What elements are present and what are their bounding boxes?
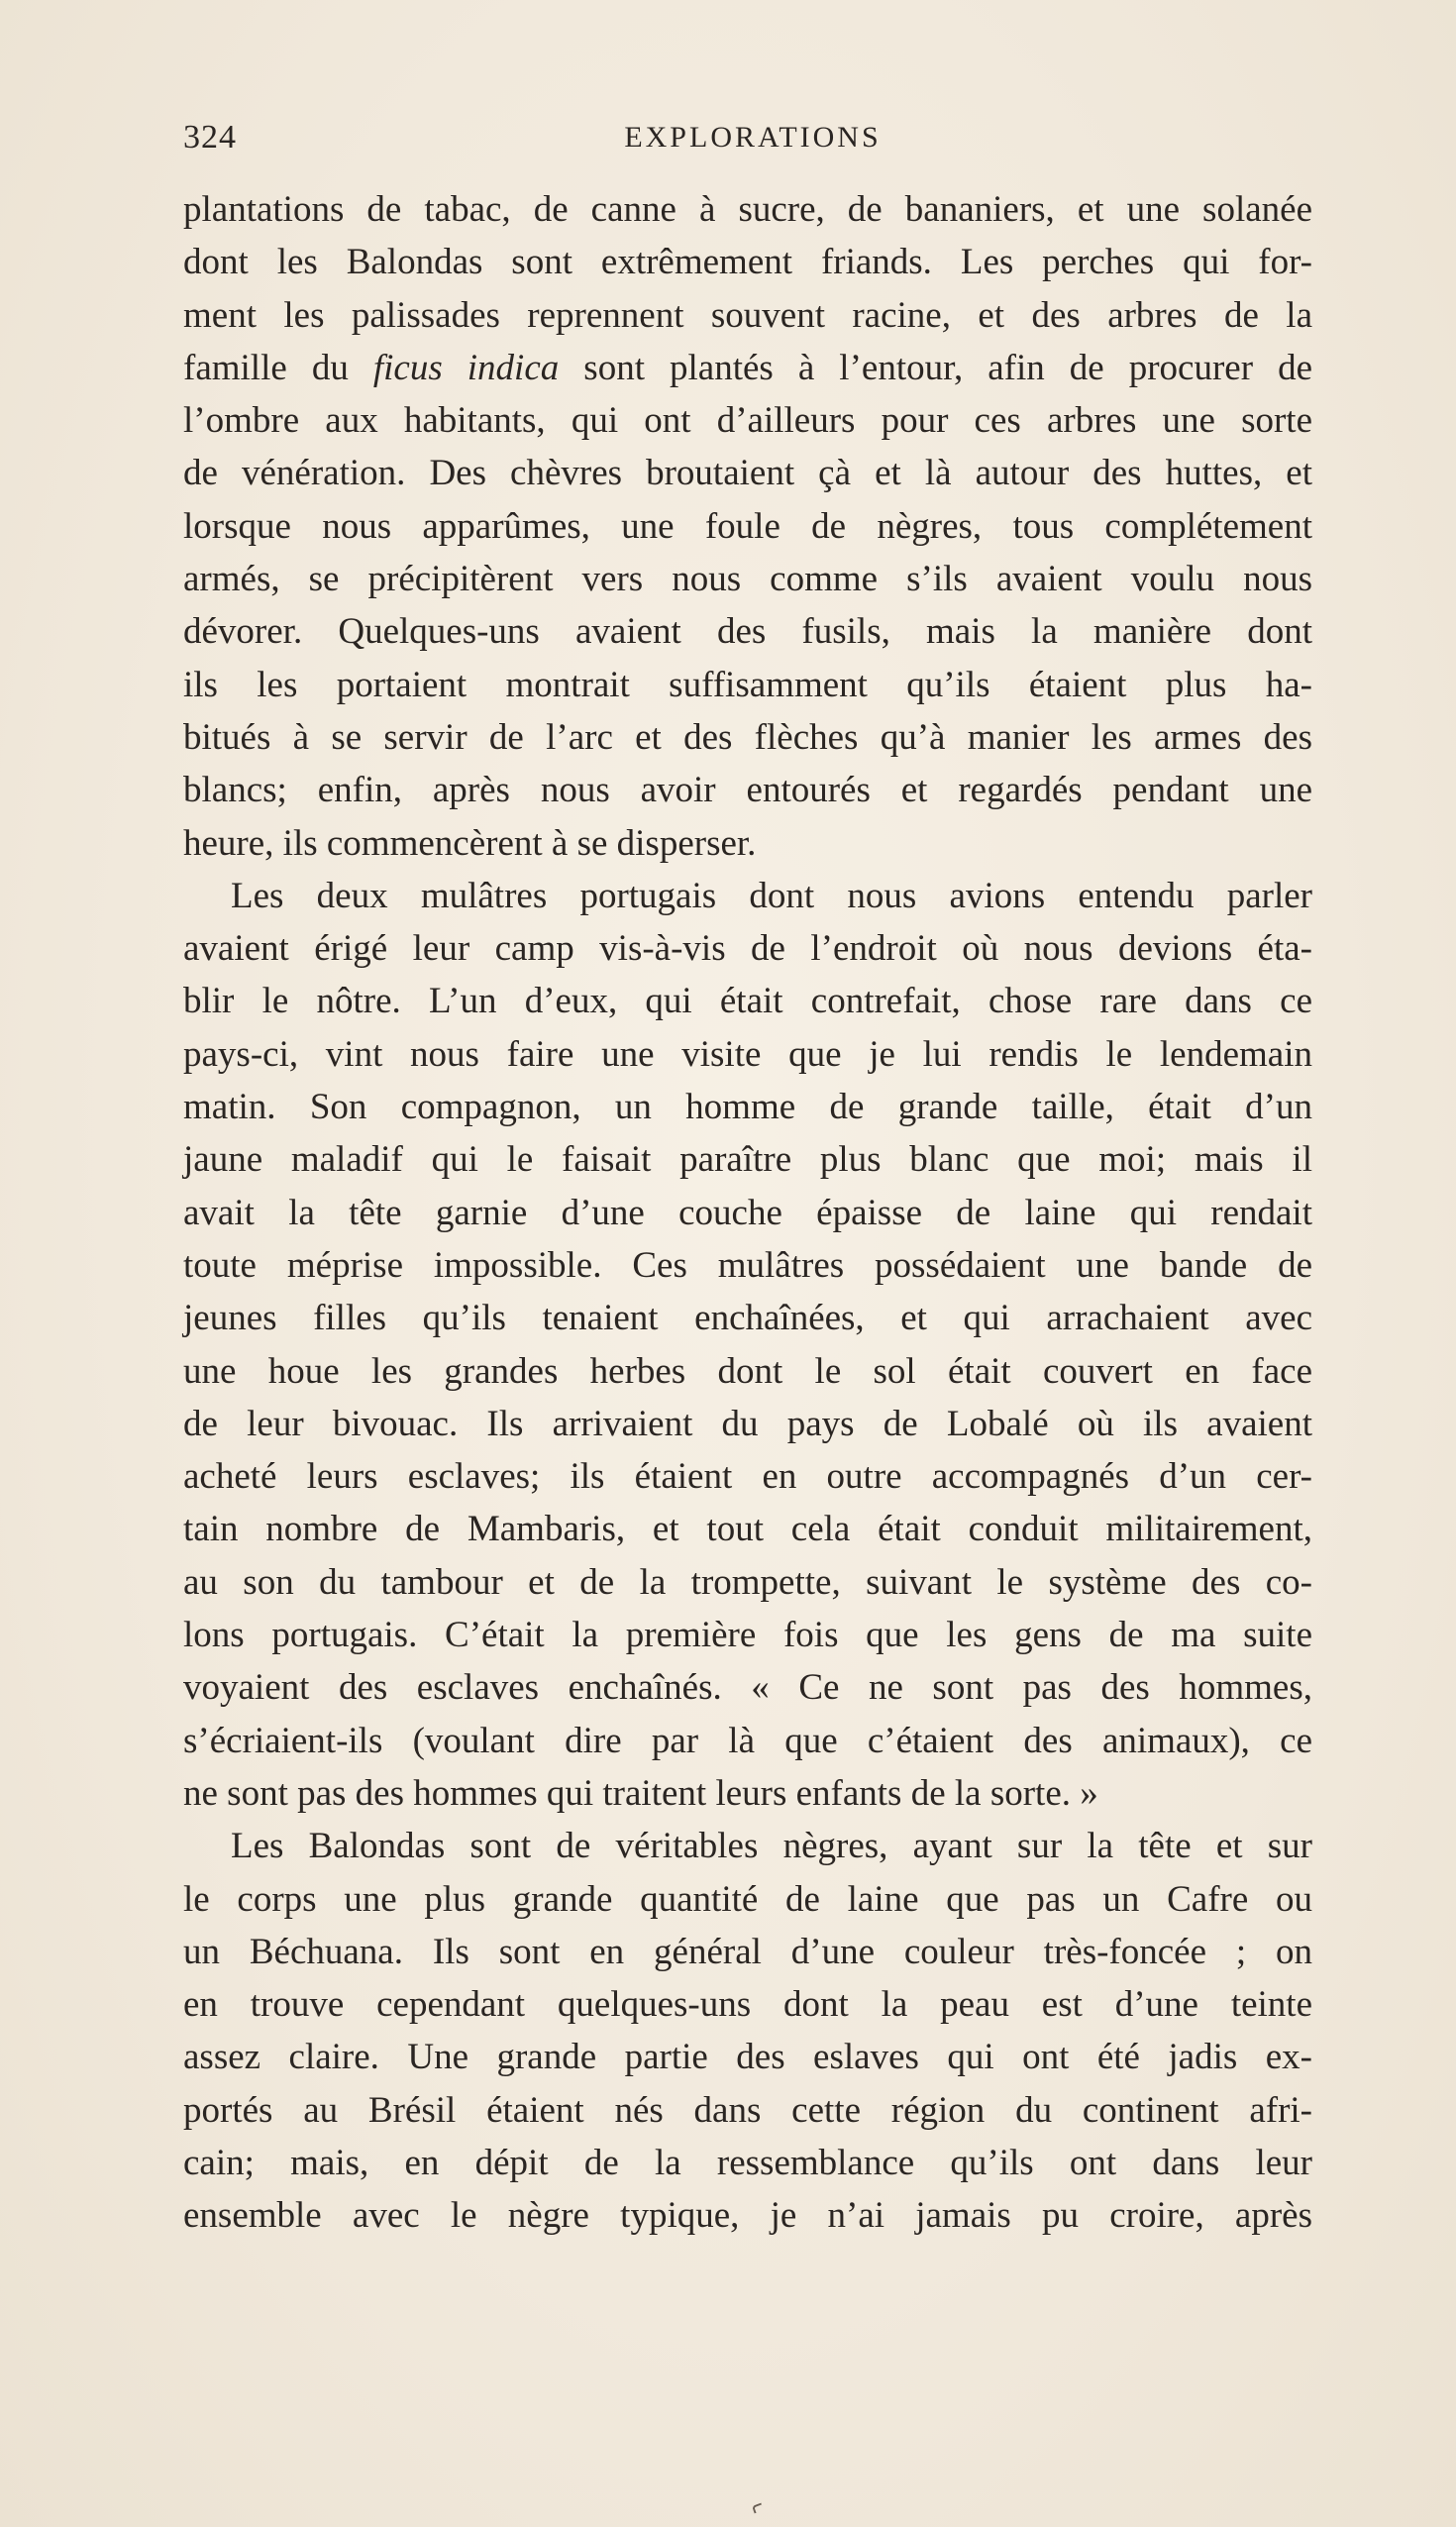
text-line: avaient érigé leur camp vis-à-vis de l’endroit où nous devions éta-	[183, 928, 1312, 970]
text-line: avait la tête garnie d’une couche épaisse de laine qui rendait	[183, 1192, 1312, 1233]
text-line: dévorer. Quelques-uns avaient des fusils, mais la manière dont	[183, 611, 1312, 653]
page-number: 324	[183, 119, 237, 156]
text-line: dont les Balondas sont extrêmement friands. Les perches qui for-	[183, 242, 1312, 283]
text-line: heure, ils commencèrent à se disperser.	[183, 822, 757, 864]
text-line: assez claire. Une grande partie des eslaves qui ont été jadis ex-	[183, 2037, 1312, 2078]
text-line: blancs; enfin, après nous avoir entourés et regardés pendant une	[183, 770, 1312, 811]
text-line: en trouve cependant quelques-uns dont la peau est d’une teinte	[183, 1984, 1312, 2026]
text-line: armés, se précipitèrent vers nous comme s’ils avaient voulu nous	[183, 559, 1312, 600]
text-line: cain; mais, en dépit de la ressemblance qu’ils ont dans leur	[183, 2142, 1312, 2183]
print-speck	[752, 2503, 764, 2514]
text-line: blir le nôtre. L’un d’eux, qui était contrefait, chose rare dans ce	[183, 981, 1312, 1022]
text-line: une houe les grandes herbes dont le sol était couvert en face	[183, 1350, 1312, 1392]
text-line: pays-ci, vint nous faire une visite que je lui rendis le lendemain	[183, 1033, 1312, 1075]
text-line: un Béchuana. Ils sont en général d’une couleur très-foncée ; on	[183, 1931, 1312, 1972]
text-line: ment les palissades reprennent souvent racine, et des arbres de la	[183, 294, 1312, 336]
text-line: famille du ficus indica sont plantés à l’entour, afin de procurer de	[183, 347, 1312, 388]
text-line: acheté leurs esclaves; ils étaient en outre accompagnés d’un cer-	[183, 1456, 1312, 1498]
text-line: ils les portaient montrait suffisamment qu’ils étaient plus ha-	[183, 664, 1312, 705]
text-line: lorsque nous apparûmes, une foule de nègres, tous complétement	[183, 505, 1312, 547]
text-line: jeunes filles qu’ils tenaient enchaînées, et qui arrachaient avec	[183, 1298, 1312, 1339]
text-line: lons portugais. C’était la première fois que les gens de ma suite	[183, 1615, 1312, 1656]
text-line: l’ombre aux habitants, qui ont d’ailleurs pour ces arbres une sorte	[183, 400, 1312, 442]
text-line: jaune maladif qui le faisait paraître plus blanc que moi; mais il	[183, 1139, 1312, 1181]
text-line: au son du tambour et de la trompette, suivant le système des co-	[183, 1561, 1312, 1603]
text-line: Les Balondas sont de véritables nègres, ayant sur la tête et sur	[231, 1826, 1312, 1867]
text-line: plantations de tabac, de canne à sucre, de bananiers, et une solanée	[183, 189, 1312, 230]
text-line: ne sont pas des hommes qui traitent leurs enfants de la sorte. »	[183, 1772, 1098, 1814]
text-line: toute méprise impossible. Ces mulâtres possédaient une bande de	[183, 1244, 1312, 1286]
text-line: bitués à se servir de l’arc et des flèches qu’à manier les armes des	[183, 716, 1312, 758]
text-line: matin. Son compagnon, un homme de grande taille, était d’un	[183, 1087, 1312, 1128]
text-line: de leur bivouac. Ils arrivaient du pays de Lobalé où ils avaient	[183, 1403, 1312, 1444]
text-line: ensemble avec le nègre typique, je n’ai jamais pu croire, après	[183, 2195, 1312, 2237]
text-line: le corps une plus grande quantité de laine que pas un Cafre ou	[183, 1878, 1312, 1920]
text-line: voyaient des esclaves enchaînés. « Ce ne sont pas des hommes,	[183, 1667, 1312, 1709]
running-head: EXPLORATIONS	[624, 121, 882, 154]
body-text	[183, 183, 1312, 2243]
text-line: tain nombre de Mambaris, et tout cela était conduit militairement,	[183, 1509, 1312, 1550]
text-line: s’écriaient-ils (voulant dire par là que c’étaient des animaux), ce	[183, 1720, 1312, 1761]
page-header	[183, 119, 1322, 168]
text-line: de vénération. Des chèvres broutaient çà et là autour des huttes, et	[183, 453, 1312, 494]
text-line: Les deux mulâtres portugais dont nous avions entendu parler	[231, 875, 1312, 916]
text-line: portés au Brésil étaient nés dans cette région du continent afri-	[183, 2089, 1312, 2131]
